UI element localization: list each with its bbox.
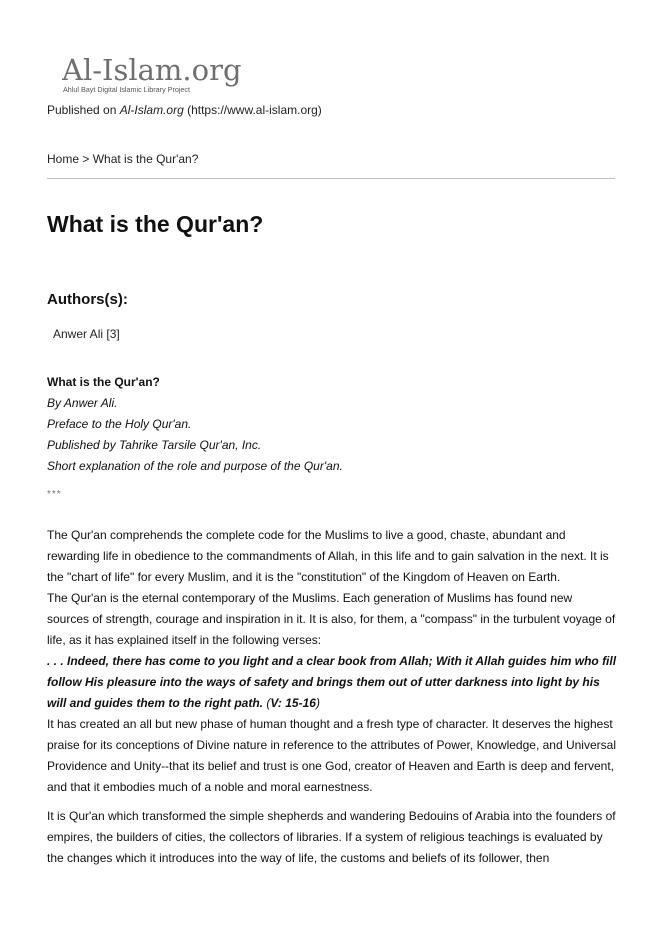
site-logo[interactable]: [62, 52, 252, 96]
published-site-link[interactable]: Al-Islam.org: [119, 103, 184, 117]
verse-ref-close: ): [315, 696, 320, 710]
page-title: What is the Qur'an?: [47, 211, 264, 237]
author-link[interactable]: Anwer Ali [3]: [53, 327, 120, 341]
paragraph: It has created an all but new phase of human thought and a fresh type of character. It deserves the highest praise for its conceptions of Divine nature in reference to the attributes of Power, Knowledge, and Universal Providence and Unity--that its belief and trust is one God, creator of Heaven and Earth is deep and fervent, and that it embodies much of a noble and moral earnestness.: [47, 717, 616, 794]
breadcrumb-separator: >: [82, 152, 90, 166]
section-separator: ***: [47, 489, 62, 500]
article-body: [47, 525, 617, 869]
authors-heading: Authors(s):: [47, 291, 128, 308]
breadcrumb-current: What is the Qur'an?: [92, 152, 199, 166]
header-divider: [47, 178, 615, 179]
meta-preface: Preface to the Holy Qur'an.: [47, 417, 192, 431]
meta-publisher: Published by Tahrike Tarsile Qur'an, Inc.: [47, 438, 262, 452]
breadcrumb-home[interactable]: Home: [47, 152, 80, 166]
paragraph: It is Qur'an which transformed the simple shepherds and wandering Bedouins of Arabia into the founders of empires, the builders of cities, the collectors of libraries. If a system of religious teachings is evaluated by the changes which it introduces into the way of life, the customs and beliefs of its follower, then: [47, 809, 616, 865]
meta-summary: Short explanation of the role and purpose of the Qur'an.: [47, 459, 343, 473]
meta-author: By Anwer Ali.: [47, 396, 118, 410]
quran-verse: [47, 651, 617, 714]
verse-text: . . . Indeed, there has come to you light and a clear book from Allah; With it Allah guides him who fill follow His pleasure into the ways of safety and brings them out of utter darkness into light by his will and guides them to the right path.: [47, 654, 617, 710]
verse-ref-open: (: [263, 696, 271, 710]
book-meta: [47, 372, 343, 477]
logo-tagline: Ahlul Bayt Digital Islamic Library Project: [63, 85, 191, 94]
logo-wordmark: Al-Islam.org: [62, 53, 242, 87]
published-url[interactable]: (https://www.al-islam.org): [187, 103, 322, 117]
meta-heading: What is the Qur'an?: [47, 375, 160, 389]
logo-graphic: [62, 52, 252, 96]
paragraph: The Qur'an is the eternal contemporary of the Muslims. Each generation of Muslims has found new sources of strength, courage and inspiration in it. It is also, for them, a "compass" in the turbulent voyage of life, as it has explained itself in the following verses:: [47, 591, 616, 647]
published-on: [47, 103, 322, 117]
breadcrumb: [47, 152, 198, 166]
verse-reference: V: 15-16: [270, 696, 316, 710]
published-prefix: Published on: [47, 103, 120, 117]
paragraph: The Qur'an comprehends the complete code for the Muslims to live a good, chaste, abundant and rewarding life in obedience to the commandments of Allah, in this life and to gain salvation in the next. It is the "chart of life" for every Muslim, and it is the "constitution" of the Kingdom of Heaven on Earth.: [47, 528, 609, 584]
